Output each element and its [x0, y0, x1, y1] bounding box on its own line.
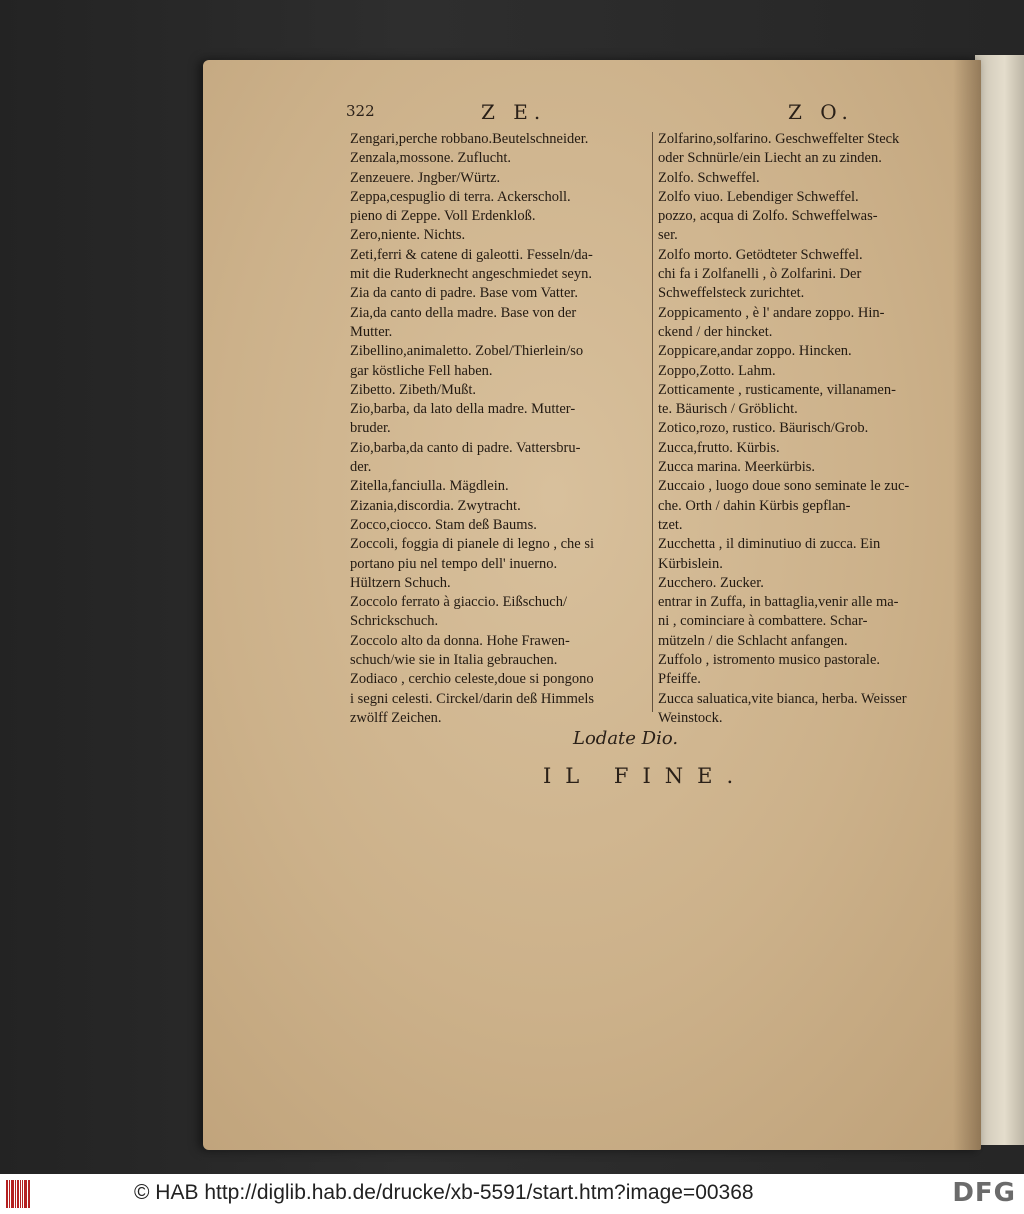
dictionary-line: Weinstock.	[658, 709, 723, 726]
dictionary-line: bruder.	[350, 420, 391, 437]
dictionary-line: Pfeiffe.	[658, 671, 701, 688]
dictionary-line: mit die Ruderknecht angeschmiedet seyn.	[350, 266, 592, 283]
dictionary-line: Schweffelsteck zurichtet.	[658, 285, 805, 302]
header-right-letters: Z O.	[788, 100, 854, 124]
book-page	[203, 60, 981, 1150]
dictionary-line: Zio,barba, da lato della madre. Mutter-	[350, 401, 576, 418]
dictionary-line: Zitella,fanciulla. Mägdlein.	[350, 478, 509, 495]
dictionary-line: oder Schnürle/ein Liecht an zu zinden.	[658, 150, 882, 167]
barcode-bar	[20, 1180, 21, 1208]
dictionary-line: Zoccoli, foggia di pianele di legno , che si	[350, 536, 595, 553]
dictionary-line: pieno di Zeppe. Voll Erdenkloß.	[350, 208, 536, 225]
dictionary-line: Zodiaco , cerchio celeste,doue si pongono	[350, 671, 594, 688]
dictionary-line: Zoccolo ferrato à giaccio. Eißschuch/	[350, 594, 567, 611]
dictionary-line: Zia,da canto della madre. Base von der	[350, 304, 577, 321]
dictionary-line: Zoccolo alto da donna. Hohe Frawen-	[350, 632, 570, 649]
dictionary-line: Zia da canto di padre. Base vom Vatter.	[350, 285, 579, 302]
running-header	[203, 100, 981, 126]
dictionary-line: ckend / der hincket.	[658, 323, 773, 340]
dictionary-line: Zucchero. Zucker.	[658, 574, 764, 591]
dictionary-line: Zenzeuere. Jngber/Würtz.	[350, 169, 501, 186]
footer-bar	[0, 1174, 1024, 1214]
dictionary-line: Zeppa,cespuglio di terra. Ackerscholl.	[350, 188, 571, 205]
column-divider	[652, 132, 653, 712]
dictionary-line: Schrickschuch.	[350, 613, 439, 630]
barcode-bar	[9, 1180, 10, 1208]
dictionary-line: i segni celesti. Circkel/darin deß Himmels	[350, 690, 595, 707]
dictionary-line: Zucca,frutto. Kürbis.	[658, 439, 780, 456]
dictionary-line: Zotticamente , rusticamente, villanamen-	[658, 381, 896, 398]
dictionary-line: Zolfo viuo. Lebendiger Schweffel.	[658, 188, 859, 205]
dictionary-line: der.	[350, 459, 372, 476]
il-fine-line: IL FINE.	[543, 764, 748, 788]
barcode-bar	[15, 1180, 16, 1208]
header-left-letters: Z E.	[481, 100, 547, 124]
hab-barcode-icon	[6, 1180, 34, 1208]
dictionary-line: Zibellino,animaletto. Zobel/Thierlein/so	[350, 343, 584, 360]
dictionary-line: Zengari,perche robbano.Beutelschneider.	[350, 131, 589, 147]
dictionary-line: Zoppo,Zotto. Lahm.	[658, 362, 776, 379]
barcode-bar	[17, 1180, 19, 1208]
dictionary-line: Zeti,ferri & catene di galeotti. Fesseln/da-	[350, 246, 593, 263]
gutter-shadow	[953, 60, 981, 1150]
right-column	[658, 130, 953, 728]
left-column	[350, 130, 650, 728]
dictionary-line: ni , cominciare à combattere. Schar-	[658, 613, 868, 630]
dictionary-line: chi fa i Zolfanelli , ò Zolfarini. Der	[658, 266, 862, 283]
dictionary-line: schuch/wie sie in Italia gebrauchen.	[350, 652, 558, 669]
dictionary-line: Zolfo morto. Getödteter Schweffel.	[658, 246, 863, 263]
dictionary-line: Zotico,rozo, rustico. Bäurisch/Grob.	[658, 420, 869, 437]
dictionary-line: Zolfo. Schweffel.	[658, 169, 760, 186]
dfg-logo: DFG	[952, 1178, 1016, 1208]
dictionary-line: Zuccaio , luogo doue sono seminate le zuc-	[658, 478, 910, 495]
dictionary-line: mützeln / die Schlacht anfangen.	[658, 632, 848, 649]
dictionary-line: te. Bäurisch / Gröblicht.	[658, 401, 798, 418]
dictionary-line: Zucca saluatica,vite bianca, herba. Weisser	[658, 690, 907, 707]
dictionary-line: entrar in Zuffa, in battaglia,venir alle ma-	[658, 594, 899, 611]
dictionary-line: Zucchetta , il diminutiuo di zucca. Ein	[658, 536, 881, 553]
barcode-bar	[24, 1180, 27, 1208]
dictionary-line: Zibetto. Zibeth/Mußt.	[350, 381, 477, 398]
dictionary-line: Zoppicamento , è l' andare zoppo. Hin-	[658, 304, 885, 321]
dictionary-line: portano piu nel tempo dell' inuerno.	[350, 555, 558, 572]
copyright-url[interactable]: © HAB http://diglib.hab.de/drucke/xb-5591/start.htm?image=00368	[134, 1181, 754, 1204]
barcode-bar	[11, 1180, 14, 1208]
barcode-bar	[22, 1180, 23, 1208]
dictionary-line: Zenzala,mossone. Zuflucht.	[350, 150, 512, 167]
dictionary-line: tzet.	[658, 516, 683, 533]
dictionary-line: Zocco,ciocco. Stam deß Baums.	[350, 516, 537, 533]
dictionary-line: ser.	[658, 227, 678, 244]
barcode-bar	[6, 1180, 8, 1208]
dictionary-line: Zoppicare,andar zoppo. Hincken.	[658, 343, 852, 360]
barcode-bar	[28, 1180, 30, 1208]
dictionary-line: Kürbislein.	[658, 555, 723, 572]
dictionary-line: Mutter.	[350, 323, 393, 340]
dictionary-line: zwölff Zeichen.	[350, 709, 442, 726]
dictionary-line: Zucca marina. Meerkürbis.	[658, 459, 816, 476]
page-number: 322	[346, 102, 375, 120]
dictionary-line: Zero,niente. Nichts.	[350, 227, 466, 244]
adjacent-page-edge	[975, 55, 1024, 1145]
dictionary-line: Zizania,discordia. Zwytracht.	[350, 497, 521, 514]
dictionary-line: Zolfarino,solfarino. Geschweffelter Steck	[658, 131, 900, 147]
dictionary-line: gar köstliche Fell haben.	[350, 362, 493, 379]
dictionary-line: Hültzern Schuch.	[350, 574, 451, 591]
dictionary-line: Zio,barba,da canto di padre. Vattersbru-	[350, 439, 581, 456]
dictionary-line: pozzo, acqua di Zolfo. Schweffelwas-	[658, 208, 878, 225]
lodate-dio-line: Lodate Dio.	[573, 728, 679, 749]
dictionary-line: che. Orth / dahin Kürbis gepflan-	[658, 497, 851, 514]
dictionary-line: Zuffolo , istromento musico pastorale.	[658, 652, 881, 669]
